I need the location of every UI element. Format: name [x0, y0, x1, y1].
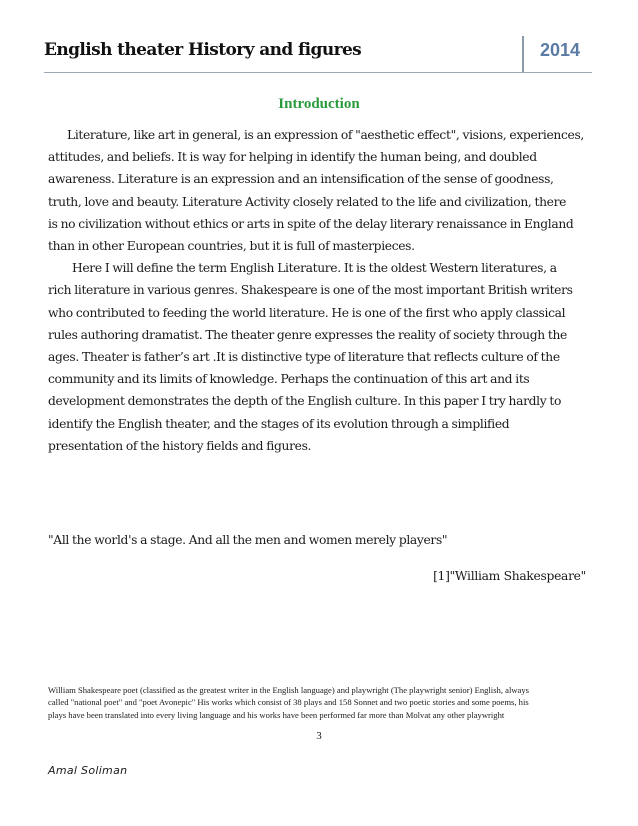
paragraph-line: than in other European countries, but it is full of masterpieces. [48, 239, 415, 254]
paragraph-line: development demonstrates the depth of the English culture. In this paper I try hardly to [48, 394, 562, 409]
footnote-line: William Shakespeare poet (classified as the greatest writer in the English language) and playwright (The playwright senior) English, always [48, 685, 529, 695]
header-year: 2014 [540, 40, 581, 60]
paragraph-line: who contributed to feeding the world literature. He is one of the first who apply classical [48, 305, 566, 320]
footnote-line: called "national poet" and "poet Avonepic" His works which consist of 38 plays and 158 Sonnet and two poetic stories and some poems, his [48, 697, 529, 708]
paragraph-line: ages. Theater is father’s art .It is distinctive type of literature that reflects culture of the [48, 350, 560, 365]
document-title: English theater History and figures [44, 40, 362, 60]
paragraph-line: identify the English theater, and the stages of its evolution through a simplified [48, 416, 510, 431]
paragraph-line: Literature, like art in general, is an expression of "aesthetic effect", visions, experiences, [67, 128, 584, 142]
header-divider [522, 36, 524, 72]
paragraph-line: truth, love and beauty. Literature Activity closely related to the life and civilization, there [48, 194, 567, 209]
paragraph-line: Here I will define the term English Literature. It is the oldest Western literatures, a [72, 261, 557, 276]
paragraph-line: rules authoring dramatist. The theater genre expresses the reality of society through the [48, 327, 567, 342]
body-text [48, 124, 586, 457]
author-name: Amal Soliman [48, 764, 128, 777]
footnote-line: plays have been translated into every living language and his works have been performed far more than Molvat any other playwright [48, 709, 505, 720]
shakespeare-quote: "All the world's a stage. And all the men and women merely players" [48, 533, 448, 547]
paragraph-line: presentation of the history fields and figures. [48, 438, 312, 453]
paragraph-line: rich literature in various genres. Shakespeare is one of the most important British writers [48, 283, 573, 298]
page-header [44, 36, 592, 76]
paragraph-line: awareness. Literature is an expression and an intensification of the sense of goodness, [48, 172, 554, 187]
paragraph-line: attitudes, and beliefs. It is way for helping in identify the human being, and doubled [48, 150, 537, 165]
quote-citation: [1]"William Shakespeare" [433, 569, 586, 583]
page-number: 3 [316, 730, 322, 742]
footnote [48, 684, 596, 721]
section-heading: Introduction [278, 96, 360, 112]
paragraph-line: community and its limits of knowledge. Perhaps the continuation of this art and its [48, 372, 530, 387]
paragraph-line: is no civilization without ethics or arts in spite of the delay literary renaissance in England [48, 216, 574, 231]
header-rule [44, 72, 592, 73]
